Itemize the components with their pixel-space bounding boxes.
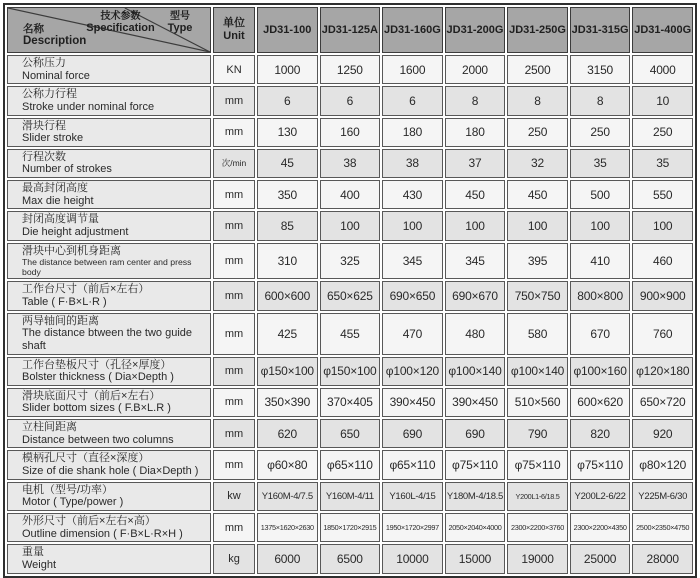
row-value: 19000: [507, 544, 568, 573]
row-label: [7, 419, 211, 448]
row-label-cn: 立柱间距离: [22, 421, 77, 434]
row-label-cn: 外形尺寸（前后×左右×高）: [22, 514, 156, 527]
row-label-en: Slider bottom sizes ( F.B×L.R ): [22, 402, 171, 415]
row-label-en: Stroke under nominal force: [22, 100, 155, 113]
row-value: 15000: [445, 544, 506, 573]
row-value: 25000: [570, 544, 631, 573]
header-model-jd31-125a: JD31-125A: [320, 7, 381, 53]
row-value: 1600: [382, 55, 443, 84]
table-row: [7, 419, 693, 448]
row-value: 37: [445, 149, 506, 178]
row-value: 100: [382, 211, 443, 240]
row-unit: mm: [213, 243, 255, 280]
row-value: 4000: [632, 55, 693, 84]
row-label-cn: 公称力行程: [22, 88, 77, 101]
row-value: 460: [632, 243, 693, 280]
row-value: 2050×2040×4000: [445, 513, 506, 542]
row-value: φ65×110: [382, 450, 443, 479]
row-label-cn: 滑块中心到机身距离: [22, 244, 121, 257]
row-value: φ120×180: [632, 357, 693, 386]
table-row: [7, 180, 693, 209]
row-value: 430: [382, 180, 443, 209]
row-value: 800×800: [570, 281, 631, 310]
row-label-cn: 公称压力: [22, 57, 66, 69]
row-value: Y200L2-6/22: [570, 482, 631, 511]
table-row: [7, 118, 693, 147]
row-value: Y160M-4/11: [320, 482, 381, 511]
row-value: 1850×1720×2915: [320, 513, 381, 542]
row-value: 160: [320, 118, 381, 147]
row-value: 620: [257, 419, 318, 448]
row-unit: mm: [213, 388, 255, 417]
row-label: [7, 313, 211, 355]
row-value: 1000: [257, 55, 318, 84]
row-value: 350×390: [257, 388, 318, 417]
row-value: 410: [570, 243, 631, 280]
header-unit-en: Unit: [223, 30, 245, 42]
table-row: [7, 243, 693, 280]
header-model-jd31-100: JD31-100: [257, 7, 318, 53]
row-value: 1950×1720×2997: [382, 513, 443, 542]
row-label-cn: 模柄孔尺寸（直径×深度）: [22, 452, 150, 465]
row-label-en: Weight: [22, 558, 57, 571]
row-unit: mm: [213, 180, 255, 209]
row-value: 450: [507, 180, 568, 209]
row-value: 100: [570, 211, 631, 240]
table-row: [7, 482, 693, 511]
row-unit: kw: [213, 482, 255, 511]
row-value: 100: [632, 211, 693, 240]
row-value: 650: [320, 419, 381, 448]
header-type-en: Type: [167, 22, 193, 34]
row-unit: mm: [213, 357, 255, 386]
table-row: [7, 513, 693, 542]
table-row: [7, 281, 693, 310]
row-value: φ80×120: [632, 450, 693, 479]
row-label-en: Slider stroke: [22, 132, 84, 145]
row-label-en: Distance between two columns: [22, 433, 174, 446]
row-value: 2500: [507, 55, 568, 84]
row-value: 10: [632, 86, 693, 115]
table-row: [7, 313, 693, 355]
row-value: 32: [507, 149, 568, 178]
row-value: φ75×110: [570, 450, 631, 479]
row-unit: mm: [213, 513, 255, 542]
row-value: 6: [382, 86, 443, 115]
row-value: Y180M-4/18.5: [445, 482, 506, 511]
row-unit: mm: [213, 281, 255, 310]
row-label-en: Size of die shank hole ( Dia×Depth ): [22, 465, 199, 478]
row-label-cn: 滑块底面尺寸（前后×左右）: [22, 389, 161, 402]
row-value: 390×450: [382, 388, 443, 417]
spec-table: [3, 3, 697, 578]
row-unit: 次/min: [213, 149, 255, 178]
row-value: 600×620: [570, 388, 631, 417]
row-value: 920: [632, 419, 693, 448]
table-row: [7, 450, 693, 479]
header-unit-cn: 单位: [223, 16, 245, 29]
row-label-cn: 电机（型号/功率）: [22, 483, 114, 496]
table-row: [7, 357, 693, 386]
row-value: 1250: [320, 55, 381, 84]
row-value: Y160M-4/7.5: [257, 482, 318, 511]
row-label-en: Table ( F·B×L·R ): [22, 295, 107, 308]
row-value: 10000: [382, 544, 443, 573]
row-value: 6: [257, 86, 318, 115]
row-value: 35: [632, 149, 693, 178]
table-row: [7, 211, 693, 240]
row-value: 670: [570, 313, 631, 355]
row-value: φ100×140: [445, 357, 506, 386]
row-value: φ75×110: [445, 450, 506, 479]
row-value: 2300×2200×3760: [507, 513, 568, 542]
row-label-en: Number of strokes: [22, 163, 112, 176]
header-type-cn: 型号: [170, 11, 190, 22]
row-value: 400: [320, 180, 381, 209]
row-value: 345: [382, 243, 443, 280]
row-value: 345: [445, 243, 506, 280]
row-unit: KN: [213, 55, 255, 84]
row-value: φ150×100: [257, 357, 318, 386]
row-value: 750×750: [507, 281, 568, 310]
row-label-cn: 最高封闭高度: [22, 182, 88, 195]
header-diagonal-cell: [7, 7, 211, 53]
row-unit: mm: [213, 313, 255, 355]
row-value: 8: [570, 86, 631, 115]
row-value: 28000: [632, 544, 693, 573]
row-unit: mm: [213, 118, 255, 147]
row-label-cn: 两导轴间的距离: [22, 314, 99, 327]
row-value: 310: [257, 243, 318, 280]
row-label: [7, 544, 211, 573]
row-value: 690: [445, 419, 506, 448]
table-row: [7, 544, 693, 573]
row-label-en: Die height adjustment: [22, 226, 129, 239]
row-label-cn: 封闭高度调节量: [22, 213, 99, 226]
table-row: [7, 149, 693, 178]
row-unit: kg: [213, 544, 255, 573]
row-label-en: Outline dimension ( F·B×L·R×H ): [22, 527, 183, 540]
header-model-jd31-250g: JD31-250G: [507, 7, 568, 53]
table-row: [7, 86, 693, 115]
row-label-en: The distance between ram center and press body: [22, 257, 192, 278]
row-label: [7, 450, 211, 479]
row-value: 38: [382, 149, 443, 178]
row-value: 1375×1620×2630: [257, 513, 318, 542]
header-model-jd31-315g: JD31-315G: [570, 7, 631, 53]
row-value: 650×625: [320, 281, 381, 310]
row-value: φ75×110: [507, 450, 568, 479]
row-unit: mm: [213, 450, 255, 479]
header-unit: [213, 7, 255, 53]
row-label-en: Max die height: [22, 194, 94, 207]
row-value: 390×450: [445, 388, 506, 417]
row-value: 100: [445, 211, 506, 240]
row-value: 8: [507, 86, 568, 115]
row-value: φ60×80: [257, 450, 318, 479]
row-label-cn: 行程次数: [22, 150, 66, 163]
row-value: 180: [445, 118, 506, 147]
row-value: 8: [445, 86, 506, 115]
row-value: 325: [320, 243, 381, 280]
row-value: 790: [507, 419, 568, 448]
row-value: 900×900: [632, 281, 693, 310]
header-type-label: [155, 11, 205, 34]
row-label-cn: 工作台垫板尺寸（孔径×厚度）: [22, 358, 172, 371]
row-value: 550: [632, 180, 693, 209]
row-label-cn: 工作台尺寸（前后×左右）: [22, 283, 150, 296]
row-value: 3150: [570, 55, 631, 84]
row-value: 250: [570, 118, 631, 147]
row-value: 370×405: [320, 388, 381, 417]
row-value: 250: [507, 118, 568, 147]
row-value: 470: [382, 313, 443, 355]
row-value: Y200L1-6/18.5: [507, 482, 568, 511]
row-value: Y160L-4/15: [382, 482, 443, 511]
row-label: [7, 388, 211, 417]
header-description-label: [23, 23, 86, 48]
row-value: 250: [632, 118, 693, 147]
header-model-jd31-160g: JD31-160G: [382, 7, 443, 53]
row-value: 180: [382, 118, 443, 147]
row-value: 2500×2350×4750: [632, 513, 693, 542]
row-value: 6: [320, 86, 381, 115]
row-label: [7, 281, 211, 310]
row-label-cn: 滑块行程: [22, 119, 66, 132]
row-unit: mm: [213, 419, 255, 448]
row-value: 85: [257, 211, 318, 240]
header-spec-en: Specification: [86, 22, 155, 34]
row-value: 690: [382, 419, 443, 448]
row-value: 2000: [445, 55, 506, 84]
row-value: 395: [507, 243, 568, 280]
row-value: 2300×2200×4350: [570, 513, 631, 542]
row-value: 580: [507, 313, 568, 355]
row-value: 455: [320, 313, 381, 355]
row-value: 100: [507, 211, 568, 240]
row-label-en: Nominal force: [22, 69, 90, 82]
row-label-en: Bolster thickness ( Dia×Depth ): [22, 371, 174, 384]
row-value: 6500: [320, 544, 381, 573]
row-value: φ65×110: [320, 450, 381, 479]
row-label: [7, 243, 211, 280]
row-label-en: The distance btween the two guide shaft: [22, 327, 193, 352]
row-label: [7, 55, 211, 84]
row-value: φ100×160: [570, 357, 631, 386]
row-value: 6000: [257, 544, 318, 573]
header-row: [7, 7, 693, 53]
row-value: 690×670: [445, 281, 506, 310]
row-label: [7, 118, 211, 147]
row-value: 450: [445, 180, 506, 209]
row-label: [7, 513, 211, 542]
header-model-jd31-400g: JD31-400G: [632, 7, 693, 53]
row-value: 45: [257, 149, 318, 178]
row-value: 350: [257, 180, 318, 209]
row-value: 100: [320, 211, 381, 240]
row-value: φ150×100: [320, 357, 381, 386]
row-label: [7, 357, 211, 386]
row-value: 425: [257, 313, 318, 355]
header-spec-cn: 技术参数: [100, 11, 141, 22]
row-value: 480: [445, 313, 506, 355]
row-value: 35: [570, 149, 631, 178]
row-value: 820: [570, 419, 631, 448]
row-unit: mm: [213, 211, 255, 240]
header-model-jd31-200g: JD31-200G: [445, 7, 506, 53]
table-row: [7, 388, 693, 417]
row-label: [7, 211, 211, 240]
row-value: 500: [570, 180, 631, 209]
row-value: 510×560: [507, 388, 568, 417]
row-value: 760: [632, 313, 693, 355]
row-label: [7, 482, 211, 511]
row-unit: mm: [213, 86, 255, 115]
row-value: 650×720: [632, 388, 693, 417]
table-row: [7, 55, 693, 84]
row-value: Y225M-6/30: [632, 482, 693, 511]
row-value: 38: [320, 149, 381, 178]
header-description-cn: 名称: [23, 22, 44, 35]
row-label: [7, 86, 211, 115]
row-label-cn: 重量: [22, 546, 44, 559]
row-label-en: Motor ( Type/power ): [22, 496, 124, 509]
row-value: φ100×140: [507, 357, 568, 386]
row-value: φ100×120: [382, 357, 443, 386]
row-label: [7, 180, 211, 209]
row-value: 600×600: [257, 281, 318, 310]
header-description-en: Description: [23, 34, 87, 47]
row-value: 130: [257, 118, 318, 147]
row-label: [7, 149, 211, 178]
row-value: 690×650: [382, 281, 443, 310]
